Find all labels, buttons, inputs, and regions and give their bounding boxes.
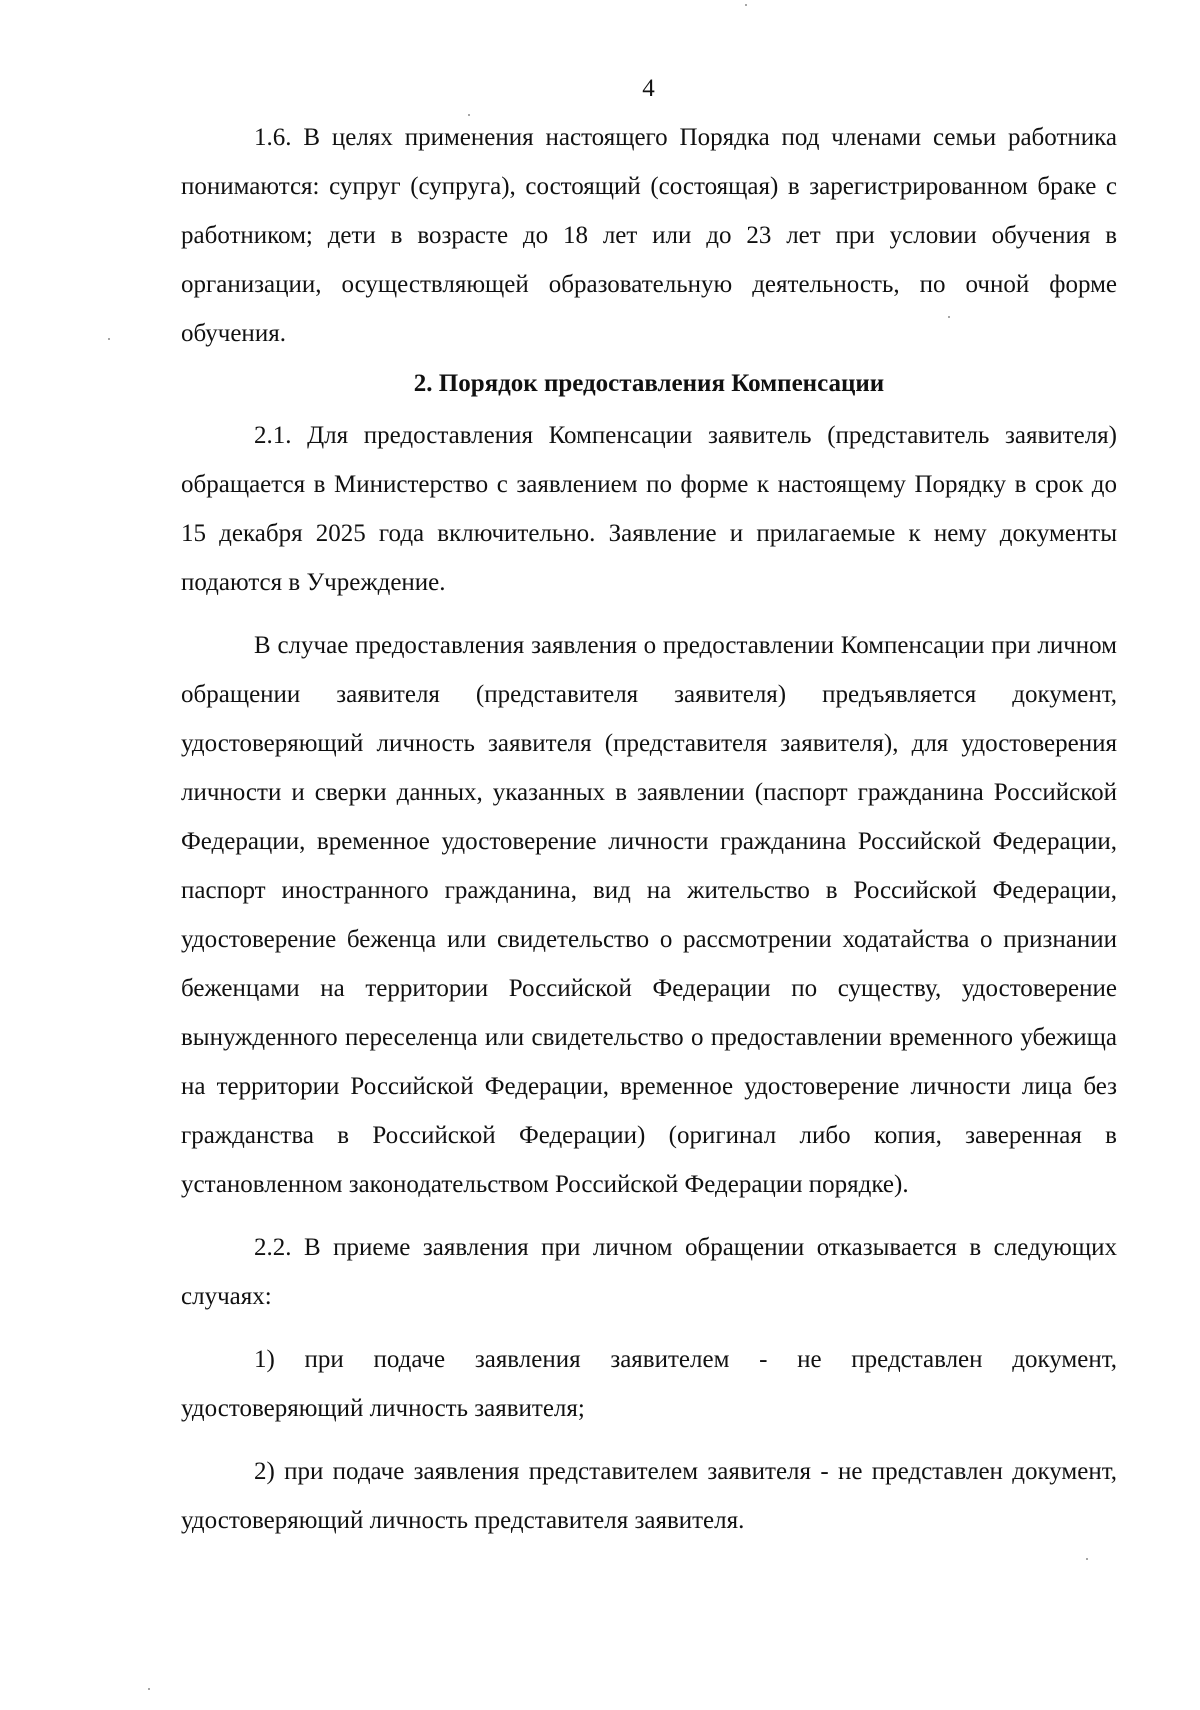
section-heading-2: 2. Порядок предоставления Компенсации bbox=[413, 370, 885, 397]
scan-speck bbox=[468, 114, 470, 116]
page-number: 4 bbox=[642, 75, 655, 102]
scan-speck bbox=[948, 316, 950, 318]
paragraph-2-1: 2.1. Для предоставления Компенсации заявитель (представитель заявителя) обращается в Министерство с заявлением по форме к настоящему Порядку в срок до 15 декабря 2025 года включительно. Заявление и прилагаемые к нему документы подаются в Учреждение. bbox=[181, 422, 1117, 596]
scan-speck bbox=[1086, 1558, 1088, 1560]
scan-speck bbox=[108, 338, 110, 340]
paragraph-2-2-item-2: 2) при подаче заявления представителем заявителя - не представлен документ, удостоверяющий личность представителя заявителя. bbox=[181, 1458, 1117, 1534]
scan-speck bbox=[148, 1688, 150, 1690]
paragraph-2-2-item-1: 1) при подаче заявления заявителем - не представлен документ, удостоверяющий личность заявителя; bbox=[181, 1346, 1117, 1422]
paragraph-1-6: 1.6. В целях применения настоящего Порядка под членами семьи работника понимаются: супруг (супруга), состоящий (состоящая) в зарегистрированном браке с работником; дети в возрасте до 18 лет или до 23 лет при условии обучения в организации, осуществляющей образовательную деятельность, по очной форме обучения. bbox=[181, 124, 1117, 347]
document-body bbox=[181, 113, 1117, 1545]
paragraph-2-2: 2.2. В приеме заявления при личном обращении отказывается в следующих случаях: bbox=[181, 1234, 1117, 1310]
paragraph-2-1-documents: В случае предоставления заявления о предоставлении Компенсации при личном обращении заявителя (представителя заявителя) предъявляется документ, удостоверяющий личность заявителя (представителя заявителя), для удостоверения личности и сверки данных, указанных в заявлении (паспорт гражданина Российской Федерации, временное удостоверение личности гражданина Российской Федерации, паспорт иностранного гражданина, вид на жительство в Российской Федерации, удостоверение беженца или свидетельство о рассмотрении ходатайства о признании беженцами на территории Российской Федерации по существу, удостоверение вынужденного переселенца или свидетельство о предоставлении временного убежища на территории Российской Федерации, временное удостоверение личности лица без гражданства в Российской Федерации) (оригинал либо копия, заверенная в установленном законодательством Российской Федерации порядке). bbox=[181, 632, 1117, 1198]
scan-speck bbox=[745, 4, 747, 6]
